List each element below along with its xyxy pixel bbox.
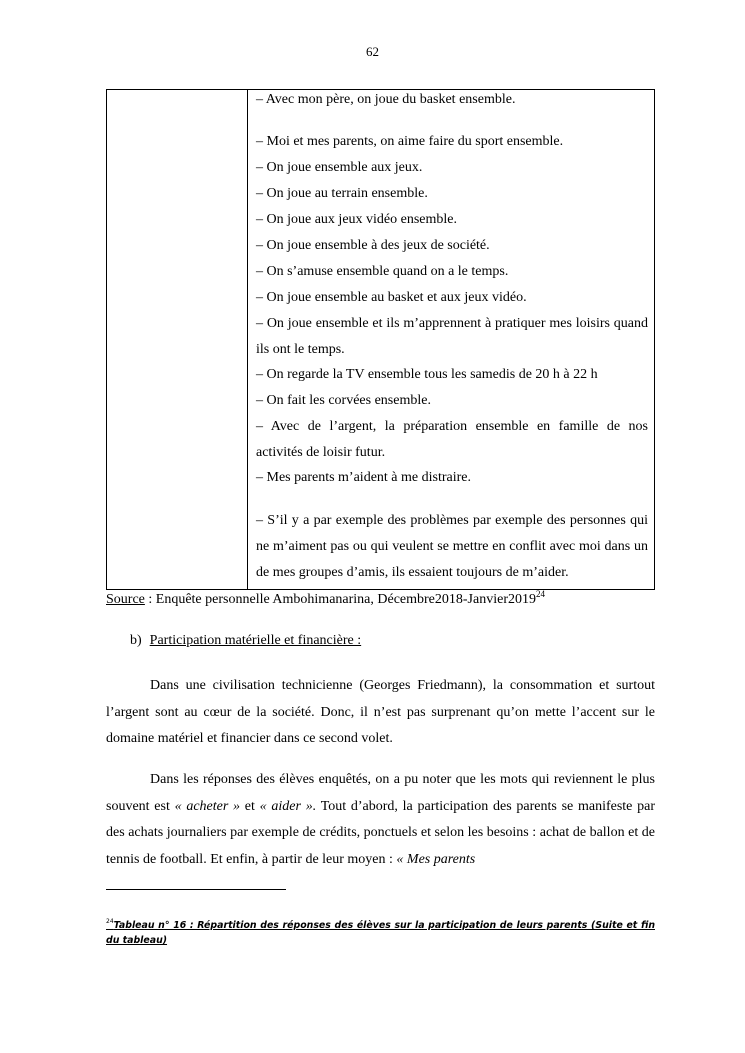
table-response: – On joue ensemble aux jeux. [256, 160, 423, 175]
table-response: – On joue ensemble au basket et aux jeux vidéo. [256, 290, 527, 305]
quoted-word: « acheter » [174, 798, 241, 814]
table-response: – Mes parents m’aident à me distraire. [256, 470, 471, 485]
footnote [106, 914, 655, 948]
section-heading [130, 633, 361, 649]
page-number: 62 [366, 44, 379, 59]
source-label: Source [106, 592, 145, 607]
table-response: – On joue au terrain ensemble. [256, 186, 428, 201]
table-source [106, 589, 545, 608]
table-left-column [107, 90, 248, 589]
table-response: – On joue ensemble et ils m’apprennent à pratiquer mes loisirs quand ils ont le temps. [256, 316, 648, 357]
table-response: – On s’amuse ensemble quand on a le temps. [256, 264, 509, 279]
source-text: : Enquête personnelle Ambohimanarina, Décembre2018-Janvier2019 [144, 592, 536, 607]
section-marker: b) [130, 633, 142, 648]
responses-table [106, 89, 655, 590]
quoted-word: « Mes parents [396, 851, 476, 867]
footnote-number: 24 [106, 918, 114, 925]
table-response: – On joue aux jeux vidéo ensemble. [256, 212, 458, 227]
table-response: – Avec de l’argent, la préparation ensemble en famille de nos activités de loisir futur. [256, 419, 648, 460]
table-response: – On regarde la TV ensemble tous les samedis de 20 h à 22 h [256, 367, 598, 382]
footnote-ref[interactable]: 24 [536, 589, 545, 599]
table-response: – Avec mon père, on joue du basket ensemble. [256, 92, 516, 107]
footnote-divider [106, 889, 286, 890]
table-response: – On joue ensemble à des jeux de société. [256, 238, 490, 253]
paragraph-2: Dans les réponses des élèves enquêtés, on a pu noter que les mots qui reviennent le plus souvent est « acheter » et « aider ». Tout d’abord, la participation des parents se manifeste par des achats journaliers par exemple de crédits, ponctuels et selon les besoins : achat de ballon et de tennis de football. Et enfin, à partir de leur moyen : « Mes parents [106, 772, 656, 867]
table-response: – S’il y a par exemple des problèmes par exemple des personnes qui ne m’aiment pas ou qui veulent se mettre en conflit avec moi dans un de mes groupes d’amis, ils essaient toujours de m’aider. [256, 513, 648, 580]
footnote-text: Tableau n° 16 : Répartition des réponses des élèves sur la participation de leurs parents (Suite et fin du tableau) [106, 920, 655, 946]
quoted-word: « aider ». [259, 798, 317, 814]
table-response: – On fait les corvées ensemble. [256, 393, 431, 408]
section-title: Participation matérielle et financière : [149, 633, 362, 648]
table-response: – Moi et mes parents, on aime faire du sport ensemble. [256, 134, 564, 149]
paragraph-1: Dans une civilisation technicienne (Georges Friedmann), la consommation et surtout l’argent sont au cœur de la société. Donc, il n’est pas surprenant qu’on mette l’accent sur le domaine matériel et financier dans ce second volet. [106, 678, 655, 746]
